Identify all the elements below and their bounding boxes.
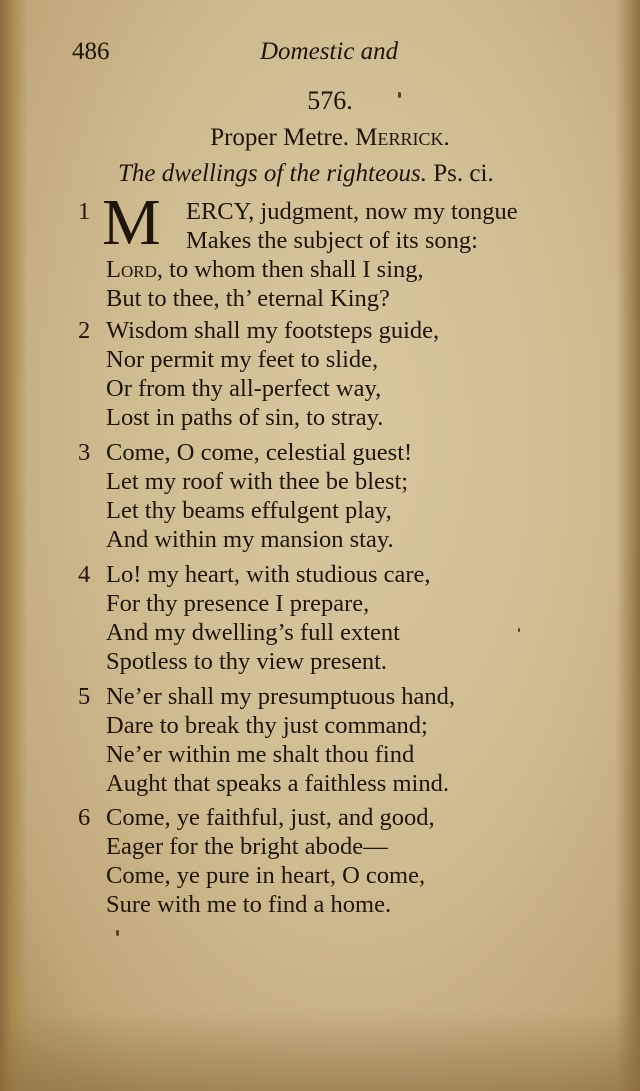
drop-cap: M (102, 186, 161, 259)
page-header (72, 38, 422, 72)
stanza-line: Come, ye faithful, just, and good, (106, 804, 435, 831)
stanza-line: Aught that speaks a faithless mind. (106, 770, 449, 797)
page-edge-right (616, 0, 640, 1091)
stanza-number: 6 (78, 804, 91, 831)
stanza-line: Ne’er within me shalt thou find (106, 741, 415, 768)
stanza-line: Let my roof with thee be blest; (106, 468, 409, 495)
stanza-line: Or from thy all-perfect way, (106, 375, 382, 402)
stanza-line: Come, ye pure in heart, O come, (106, 862, 426, 889)
stanza-5 (78, 682, 588, 798)
stanza-line: Come, O come, celestial guest! (106, 439, 413, 466)
stanza-line: For thy presence I prepare, (106, 590, 370, 617)
stanza-number: 2 (78, 317, 91, 344)
page-edge-bottom (0, 1011, 640, 1091)
stanza-number: 1 (78, 198, 91, 225)
hymn-metre: Proper Metre. (210, 124, 350, 151)
scripture-reference: Ps. ci. (433, 160, 494, 187)
stanza-line: And within my mansion stay. (106, 526, 394, 553)
page-edge-left (0, 0, 28, 1091)
stanza-number: 3 (78, 439, 91, 466)
stanza-line: Sure with me to find a home. (106, 891, 392, 918)
stanza-line (106, 255, 588, 284)
stanza-line: Spotless to thy view present. (106, 648, 388, 675)
stanza-6 (78, 803, 588, 919)
stanza-2 (78, 316, 588, 432)
stanza-line: Nor permit my feet to slide, (106, 346, 379, 373)
stanza-line: Dare to break thy just command; (106, 712, 428, 739)
hymn-subject: The dwellings of the righteous. (118, 160, 428, 187)
stanza-line: Let thy beams effulgent play, (106, 497, 392, 524)
subject-line (118, 160, 578, 188)
hymn-number: 576. (307, 86, 353, 115)
stanza-line: Lost in paths of sin, to stray. (106, 404, 384, 431)
stanza-line: Makes the subject of its song: (186, 227, 478, 254)
small-caps-word: Lord, (106, 256, 163, 283)
metre-line (0, 124, 640, 152)
stanza-line: ERCY, judgment, now my tongue (186, 198, 518, 225)
stanza-number: 4 (78, 561, 91, 588)
stanza-line: Ne’er shall my presumptuous hand, (106, 683, 456, 710)
stanza-line: Eager for the bright abode— (106, 833, 388, 860)
stanza-line: But to thee, th’ eternal King? (106, 285, 390, 312)
stanza-4 (78, 560, 588, 676)
hymn-author: Merrick. (355, 124, 450, 151)
stanza-line-text: to whom then shall I sing, (169, 256, 424, 283)
stanza-line: And my dwelling’s full extent (106, 619, 400, 646)
stanza-1 (78, 186, 588, 313)
stanza-line: Wisdom shall my footsteps guide, (106, 317, 440, 344)
page-number: 486 (72, 38, 110, 65)
stanza-number: 5 (78, 683, 91, 710)
ink-speck (116, 930, 119, 936)
running-head: Domestic and (260, 38, 399, 65)
stanza-line: Lo! my heart, with studious care, (106, 561, 431, 588)
stanza-3 (78, 438, 588, 554)
